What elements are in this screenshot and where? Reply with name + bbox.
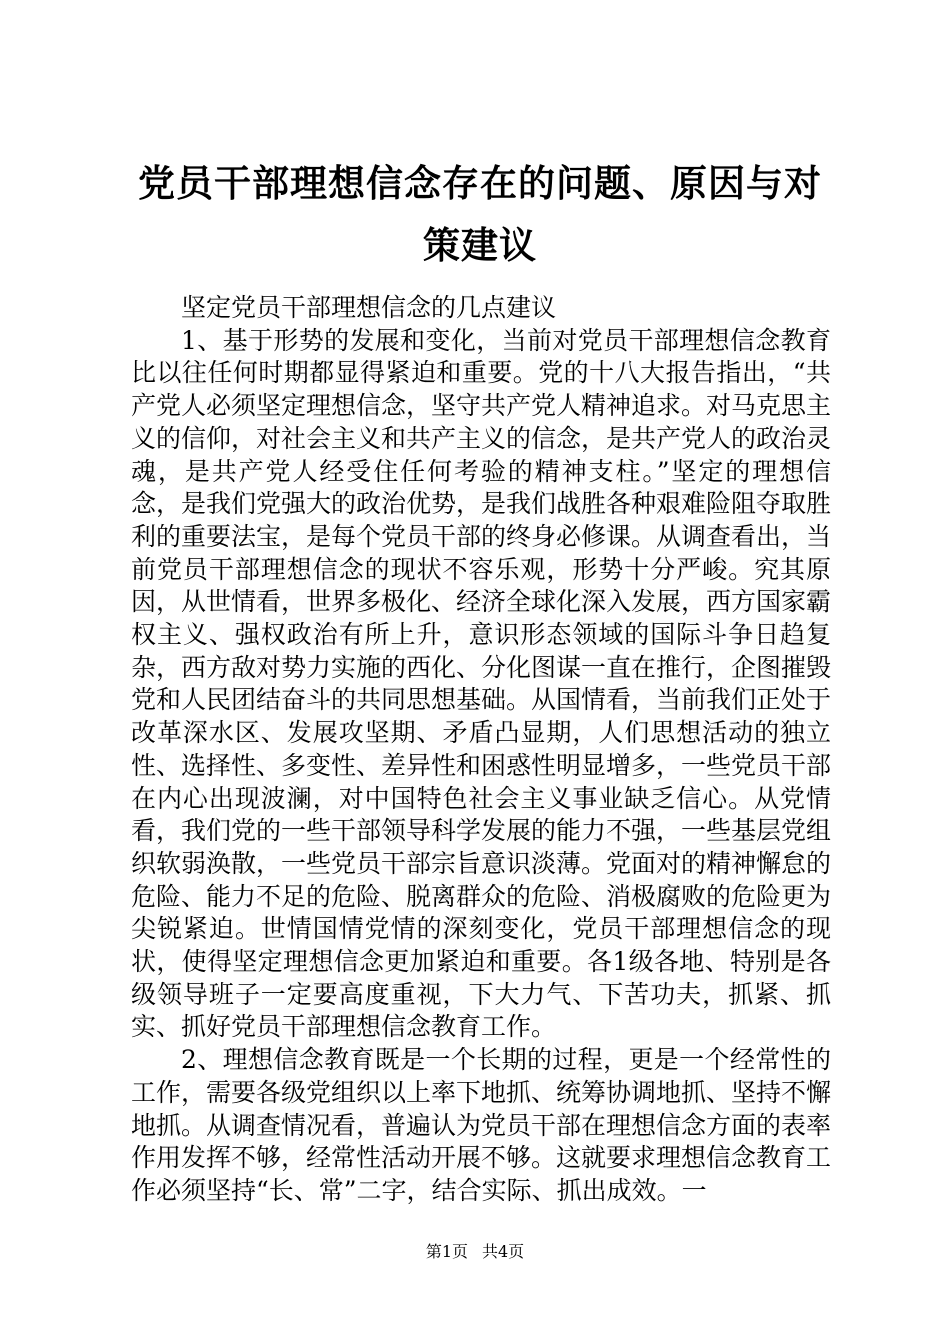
body-paragraph-2: 2、理想信念教育既是一个长期的过程，更是一个经常性的工作，需要各级党组织以上率下地抓、统筹协调地抓、坚持不懈地抓。从调查情况看，普遍认为党员干部在理想信念方面的表率作用发挥不够，经常性活动开展不够。这就要求理想信念教育工作必须坚持“长、常”二字，结合实际、抓出成效。一 <box>131 1045 832 1205</box>
page-footer <box>0 1242 950 1262</box>
document-title: 党员干部理想信念存在的问题、原因与对策建议 <box>138 161 822 267</box>
page-total: 共4页 <box>482 1242 525 1261</box>
body-paragraph-1: 1、基于形势的发展和变化，当前对党员干部理想信念教育比以往任何时期都显得紧迫和重要。党的十八大报告指出，“共产党人必须坚定理想信念，坚守共产党人精神追求。对马克思主义的信仰，对社会主义和共产主义的信念，是共产党人的政治灵魂，是共产党人经受住任何考验的精神支柱。”坚定的理想信念，是我们党强大的政治优势，是我们战胜各种艰难险阻夺取胜利的重要法宝，是每个党员干部的终身必修课。从调查看出，当前党员干部理想信念的现状不容乐观，形势十分严峻。究其原因，从世情看，世界多极化、经济全球化深入发展，西方国家霸权主义、强权政治有所上升，意识形态领域的国际斗争日趋复杂，西方敌对势力实施的西化、分化图谋一直在推行，企图摧毁党和人民团结奋斗的共同思想基础。从国情看，当前我们正处于改革深水区、发展攻坚期、矛盾凸显期，人们思想活动的独立性、选择性、多变性、差异性和困惑性明显增多，一些党员干部在内心出现波澜，对中国特色社会主义事业缺乏信心。从党情看，我们党的一些干部领导科学发展的能力不强，一些基层党组织软弱涣散，一些党员干部宗旨意识淡薄。党面对的精神懈怠的危险、能力不足的危险、脱离群众的危险、消极腐败的危险更为尖锐紧迫。世情国情党情的深刻变化，党员干部理想信念的现状，使得坚定理想信念更加紧迫和重要。各1级各地、特别是各级领导班子一定要高度重视，下大力气、下苦功夫，抓紧、抓实、抓好党员干部理想信念教育工作。 <box>131 325 832 1042</box>
subtitle-paragraph: 坚定党员干部理想信念的几点建议 <box>181 293 557 322</box>
document-body <box>131 292 831 1208</box>
page-number: 第1页 <box>425 1242 468 1261</box>
